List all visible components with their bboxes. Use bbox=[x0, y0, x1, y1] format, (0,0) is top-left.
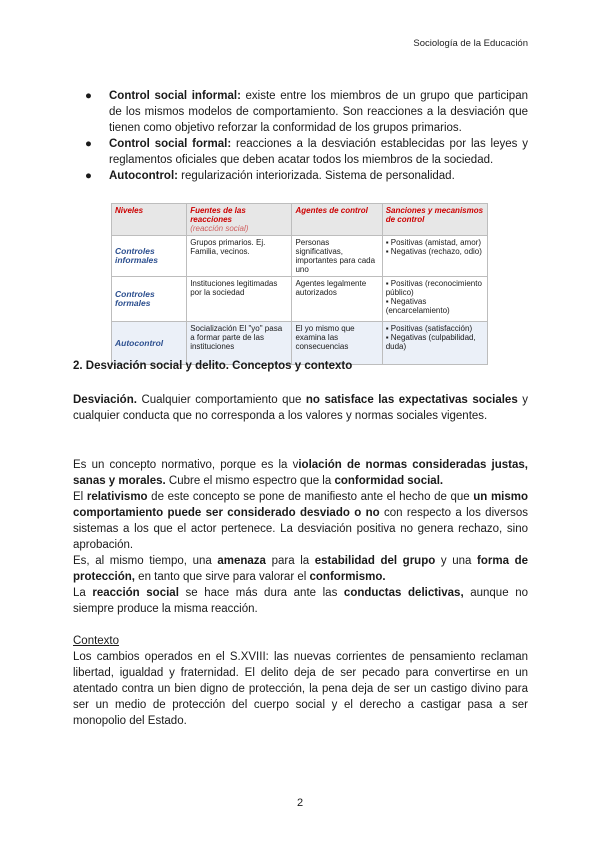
level-cell: Controles informales bbox=[112, 236, 187, 277]
paragraph-reaccion-social: La reacción social se hace más dura ante las conductas delictivas, aunque no siempre produce la misma reacción. bbox=[73, 587, 528, 615]
page-number: 2 bbox=[296, 797, 304, 809]
bullet-term: Autocontrol: bbox=[109, 170, 178, 182]
sanctions-cell: ▪ Positivas (reconocimiento público) ▪ Negativas (encarcelamiento) bbox=[382, 277, 487, 322]
control-types-list bbox=[73, 88, 528, 184]
bullet-icon: ● bbox=[85, 138, 92, 150]
paragraph-contexto: Los cambios operados en el S.XVIII: las nuevas corrientes de pensamiento reclaman libertad, igualdad y fraternidad. El delito deja de ser pecado para convertirse en un atentado contra un bien digno de protección, la pena deja de ser un castigo divino para ser un medio de protección del cuerpo social y el derecho a castigar pasa a ser monopolio del Estado. bbox=[73, 651, 528, 727]
bullet-term: Control social informal: bbox=[109, 90, 241, 102]
sources-cell: Grupos primarios. Ej. Familia, vecinos. bbox=[187, 236, 292, 277]
table-header-row bbox=[112, 204, 488, 236]
list-item bbox=[73, 136, 528, 168]
header-agents: Agentes de control bbox=[292, 204, 382, 236]
bullet-icon: ● bbox=[85, 90, 92, 102]
table-row bbox=[112, 277, 488, 322]
header-levels: Niveles bbox=[112, 204, 187, 236]
sanctions-cell: ▪ Positivas (satisfacción) ▪ Negativas (culpabilidad, duda) bbox=[382, 322, 487, 365]
running-header: Sociología de la Educación bbox=[413, 38, 528, 49]
list-item bbox=[73, 88, 528, 136]
bullet-text: reacciones a la desviación establecidas por las leyes y reglamentos oficiales que deben acatar todos los miembros de la sociedad. bbox=[109, 138, 528, 166]
bullet-text: regularización interiorizada. Sistema de personalidad. bbox=[177, 170, 455, 182]
paragraph-desviacion: Desviación. Cualquier comportamiento que no satisface las expectativas sociales y cualquier conducta que no corresponda a los valores y normas sociales vigentes. bbox=[73, 394, 528, 422]
header-sanctions: Sanciones y mecanismos de control bbox=[382, 204, 487, 236]
sources-cell: Socialización El "yo" pasa a formar parte de las instituciones bbox=[187, 322, 292, 365]
agents-cell: Personas significativas, importantes para cada uno bbox=[292, 236, 382, 277]
context-heading: Contexto bbox=[73, 635, 120, 647]
list-item bbox=[73, 168, 528, 184]
sources-cell: Instituciones legitimadas por la sociedad bbox=[187, 277, 292, 322]
agents-cell: El yo mismo que examina las consecuencias bbox=[292, 322, 382, 365]
level-cell: Controles formales bbox=[112, 277, 187, 322]
paragraph-concepto-normativo: Es un concepto normativo, porque es la violación de normas consideradas justas, sanas y morales. Cubre el mismo espectro que la conformidad social. bbox=[73, 459, 528, 487]
header-sources: Fuentes de las reacciones (reacción social) bbox=[187, 204, 292, 236]
agents-cell: Agentes legalmente autorizados bbox=[292, 277, 382, 322]
level-cell: Autocontrol bbox=[112, 322, 187, 365]
table-row bbox=[112, 322, 488, 365]
bullet-text: existe entre los miembros de un grupo que participan de los mismos modelos de comportamiento. Son reacciones a la desviación que tienen como objetivo reforzar la conformidad de los grupos primarios. bbox=[109, 90, 528, 134]
bullet-term: Control social formal: bbox=[109, 138, 232, 150]
social-control-table bbox=[111, 203, 488, 365]
paragraph-relativismo: El relativismo de este concepto se pone de manifiesto ante el hecho de que un mismo comportamiento puede ser considerado desviado o no con respecto a los diversos sistemas a los que el actor pertenece. La desviación positiva no genera rechazo, sino aprobación. bbox=[73, 491, 529, 551]
paragraph-amenaza: Es, al mismo tiempo, una amenaza para la estabilidad del grupo y una forma de protección, en tanto que sirve para valorar el conformismo. bbox=[73, 555, 528, 583]
bullet-icon: ● bbox=[85, 170, 92, 182]
table-row bbox=[112, 236, 488, 277]
sanctions-cell: ▪ Positivas (amistad, amor) ▪ Negativas (rechazo, odio) bbox=[382, 236, 487, 277]
section-title: 2. Desviación social y delito. Conceptos y contexto bbox=[73, 360, 353, 372]
